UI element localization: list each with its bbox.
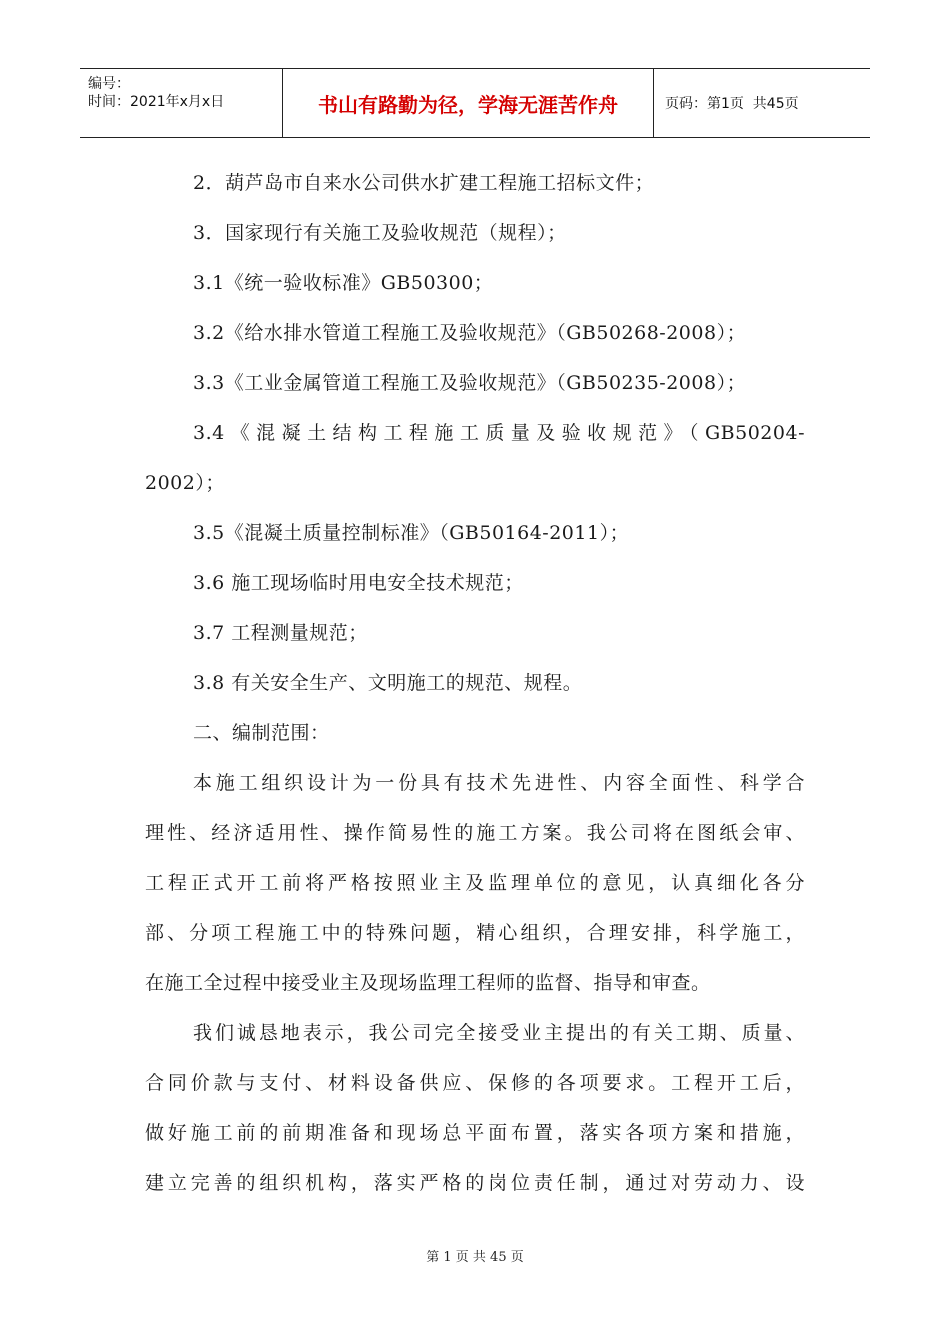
document-number-label: 编号： — [88, 76, 130, 92]
header-page-info: 页码：第1页 共45页 — [665, 96, 799, 112]
ref-item-3-2: 3.2《给水排水管道工程施工及验收规范》（GB50268-2008）； — [193, 322, 747, 344]
ref-item-3-3: 3.3《工业金属管道工程施工及验收规范》（GB50235-2008）； — [193, 372, 747, 394]
document-body — [145, 158, 805, 1208]
ref-item-3-7: 3.7 工程测量规范； — [193, 622, 368, 644]
ref-item-3: 3．国家现行有关施工及验收规范（规程）； — [193, 222, 567, 244]
section-heading-scope: 二、编制范围： — [193, 722, 330, 744]
paragraph-line: 部、分项工程施工中的特殊问题，精心组织，合理安排，科学施工， — [145, 922, 805, 944]
paragraph-line: 做好施工前的前期准备和现场总平面布置，落实各项方案和措施， — [145, 1122, 805, 1144]
paragraph-line: 在施工全过程中接受业主及现场监理工程师的监督、指导和审查。 — [145, 972, 711, 994]
ref-item-3-4: 3.4《混凝土结构工程施工质量及验收规范》（GB50204- — [193, 422, 805, 444]
paragraph-line: 本施工组织设计为一份具有技术先进性、内容全面性、科学合 — [193, 772, 805, 794]
paragraph-line: 工程正式开工前将严格按照业主及监理单位的意见，认真细化各分 — [145, 872, 805, 894]
header-meta — [80, 69, 283, 137]
paragraph-line: 建立完善的组织机构，落实严格的岗位责任制，通过对劳动力、设 — [145, 1172, 805, 1194]
paragraph-line: 合同价款与支付、材料设备供应、保修的各项要求。工程开工后， — [145, 1072, 805, 1094]
header-motto: 书山有路勤为径，学海无涯苦作舟 — [283, 69, 654, 137]
document-time-label: 时间：2021年x月x日 — [88, 94, 225, 110]
paragraph-line: 我们诚恳地表示，我公司完全接受业主提出的有关工期、质量、 — [193, 1022, 805, 1044]
ref-item-2: 2．葫芦岛市自来水公司供水扩建工程施工招标文件； — [193, 172, 655, 194]
page-header — [80, 68, 870, 138]
ref-item-3-4-cont: 2002）； — [145, 472, 225, 494]
ref-item-3-6: 3.6 施工现场临时用电安全技术规范； — [193, 572, 524, 594]
ref-item-3-1: 3.1《统一验收标准》GB50300； — [193, 272, 494, 294]
page-footer: 第 1 页 共 45 页 — [426, 1250, 524, 1265]
paragraph-line: 理性、经济适用性、操作简易性的施工方案。我公司将在图纸会审、 — [145, 822, 805, 844]
ref-item-3-8: 3.8 有关安全生产、文明施工的规范、规程。 — [193, 672, 583, 694]
ref-item-3-5: 3.5《混凝土质量控制标准》（GB50164-2011）； — [193, 522, 630, 544]
